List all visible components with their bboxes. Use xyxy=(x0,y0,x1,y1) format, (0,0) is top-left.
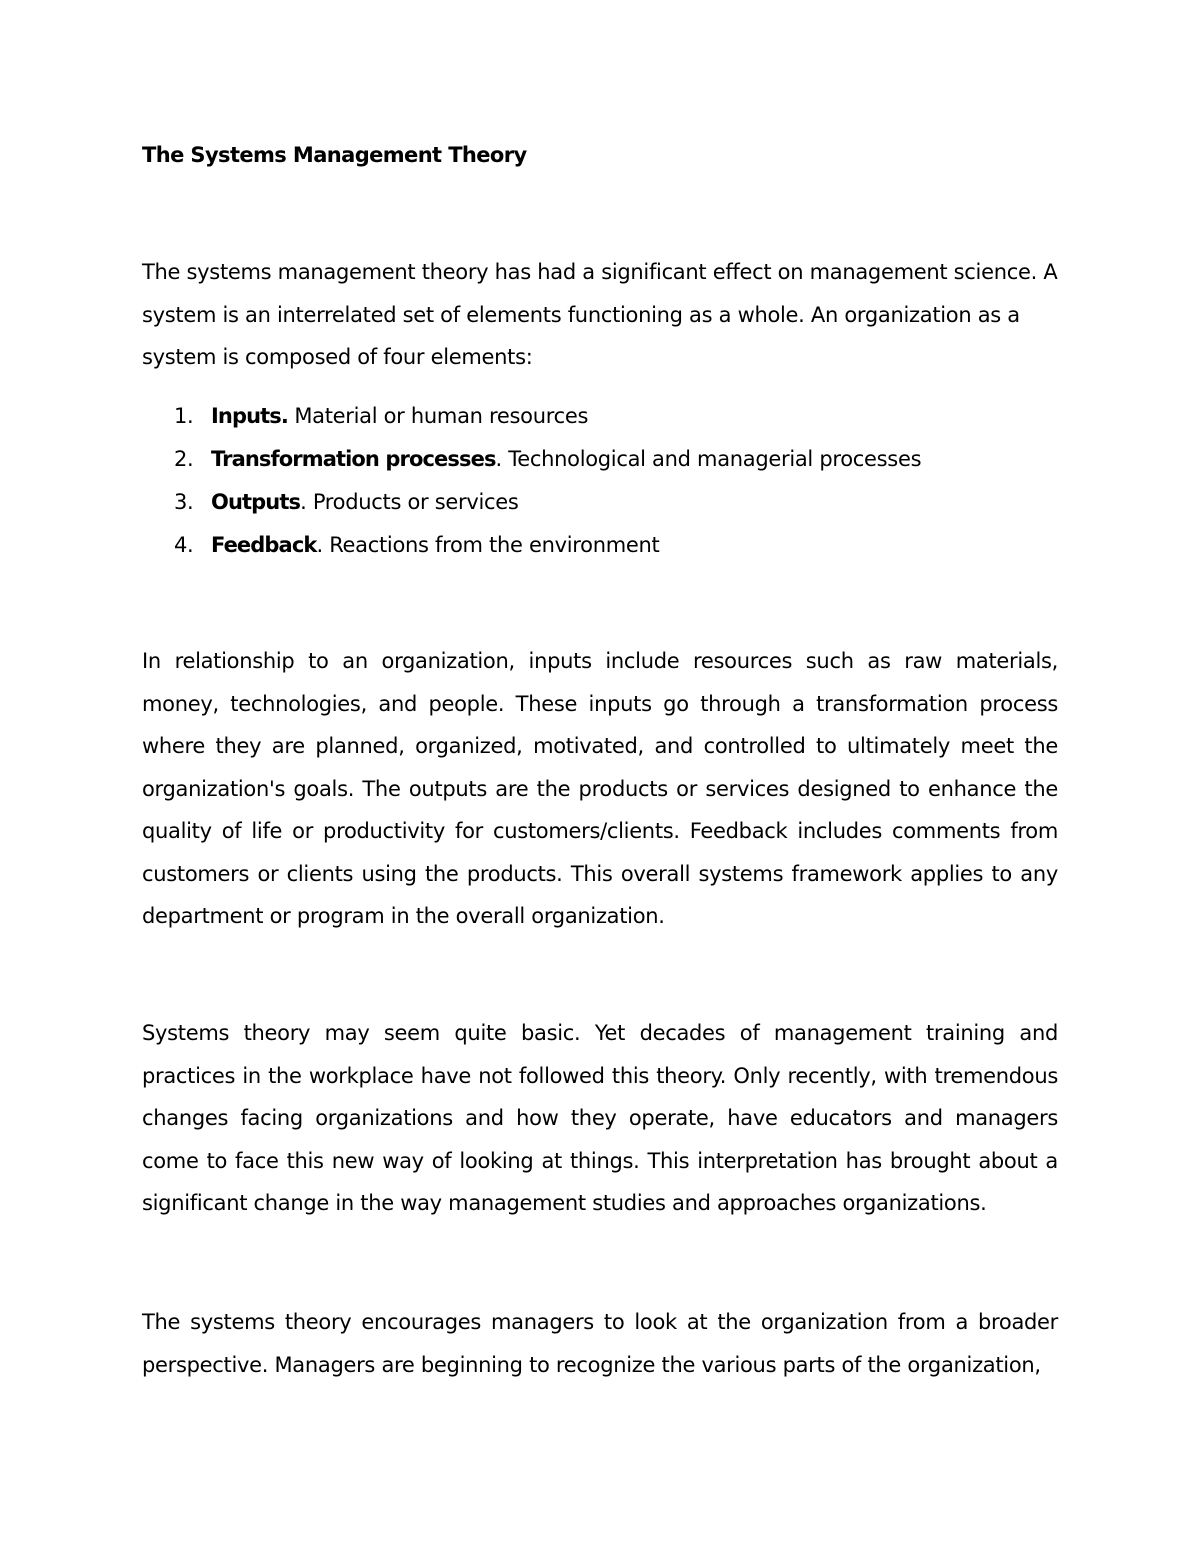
paragraph-inputs-outputs: In relationship to an organization, inputs include resources such as raw materials, money, technologies, and people. These inputs go through a transformation process where they are planned, organized, motivated, and controlled to ultimately meet the organization's goals. The outputs are the products or services designed to enhance the quality of life or productivity for customers/clients. Feedback includes comments from customers or clients using the products. This overall systems framework applies to any department or program in the overall organization. xyxy=(142,649,1058,928)
list-term: Inputs. xyxy=(211,404,288,428)
paragraph-broader-perspective: The systems theory encourages managers to look at the organization from a broader perspective. Managers are beginning to recognize the various parts of the organization, xyxy=(142,1310,1058,1377)
list-item xyxy=(142,481,921,524)
list-term: Outputs xyxy=(211,490,301,514)
paragraph-systems-theory-basics: Systems theory may seem quite basic. Yet decades of management training and practices in the workplace have not followed this theory. Only recently, with tremendous changes facing organizations and how they operate, have educators and managers come to face this new way of looking at things. This interpretation has brought about a significant change in the way management studies and approaches organizations. xyxy=(142,1021,1058,1215)
list-item xyxy=(142,438,921,481)
intro-paragraph: The systems management theory has had a significant effect on management science. A system is an interrelated set of elements functioning as a whole. An organization as a system is composed of four elements: xyxy=(142,260,1058,369)
list-item xyxy=(142,524,921,567)
document-title: The Systems Management Theory xyxy=(142,143,527,167)
list-number: 1. xyxy=(174,404,194,428)
list-description: . Reactions from the environment xyxy=(316,533,660,557)
list-description: Material or human resources xyxy=(287,404,589,428)
list-term: Transformation processes xyxy=(211,447,496,471)
elements-list xyxy=(142,395,921,567)
list-description: . Products or services xyxy=(300,490,519,514)
list-number: 4. xyxy=(174,533,194,557)
list-number: 3. xyxy=(174,490,194,514)
list-term: Feedback xyxy=(211,533,317,557)
list-description: . Technological and managerial processes xyxy=(495,447,922,471)
list-item xyxy=(142,395,921,438)
list-number: 2. xyxy=(174,447,194,471)
